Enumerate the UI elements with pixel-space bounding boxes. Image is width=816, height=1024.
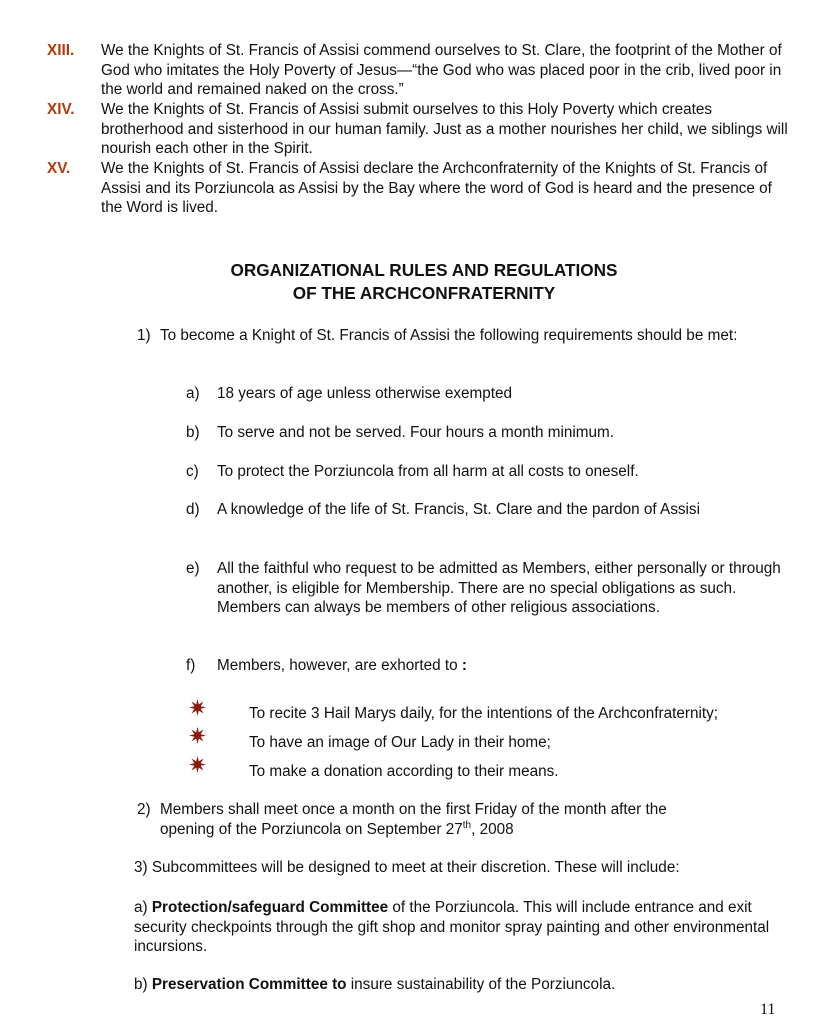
committee-a: [134, 898, 774, 957]
committee-name: Protection/safeguard Committee: [151, 899, 389, 916]
ordinal-suffix: th: [462, 819, 472, 831]
bullet-text: To make a donation according to their means.: [249, 763, 559, 780]
page-number: 11: [760, 1001, 776, 1018]
article-numeral: XIII.: [47, 42, 75, 59]
bullet-text: To recite 3 Hail Marys daily, for the intentions of the Archconfraternity;: [249, 705, 719, 722]
rule-3-text: 3) Subcommittees will be designed to meet at their discretion. These will include:: [134, 859, 680, 876]
rule-2-year: , 2008: [471, 820, 514, 838]
item-colon: :: [461, 657, 467, 674]
item-label: b): [186, 424, 200, 441]
item-label: d): [186, 501, 200, 518]
item-text: All the faithful who request to be admitted as Members, either personally or through another, is eligible for Membership. There are no special obligations as such. Members can always be members of other religious associations.: [217, 560, 781, 616]
section-heading-line1: ORGANIZATIONAL RULES AND REGULATIONS: [230, 260, 618, 280]
eight-point-star-icon: [189, 699, 206, 716]
committee-name: Preservation Committee to: [151, 976, 347, 993]
item-text: 18 years of age unless otherwise exempted: [217, 385, 513, 402]
item-text: A knowledge of the life of St. Francis, St. Clare and the pardon of Assisi: [217, 501, 700, 518]
committee-b: [134, 975, 774, 995]
rule-1-text: To become a Knight of St. Francis of Assisi the following requirements should be met:: [160, 327, 738, 344]
article-text: We the Knights of St. Francis of Assisi submit ourselves to this Holy Poverty which creates brotherhood and sisterhood in our human family. Just as a mother nourishes her child, we siblings will nourish each other in the Spirit.: [101, 101, 788, 157]
item-text: To protect the Porziuncola from all harm at all costs to oneself.: [217, 463, 639, 480]
committee-description: of the Porziuncola. This will include entrance and exit security checkpoints through the gift shop and monitor spray painting and other environmental incursions.: [134, 899, 770, 955]
committee-label: a): [134, 899, 152, 916]
eight-point-star-icon: [189, 756, 206, 773]
article-text: We the Knights of St. Francis of Assisi declare the Archconfraternity of the Knights of St. Francis of Assisi and its Porziuncola as Assisi by the Bay where the word of God is heard and the presence of the Word is lived.: [101, 160, 772, 216]
article-text: We the Knights of St. Francis of Assisi commend ourselves to St. Clare, the footprint of the Mother of God who imitates the Holy Poverty of Jesus—“the God who was placed poor in the crib, lived poor in the world and remained naked on the cross.”: [101, 42, 782, 98]
bullet-text: To have an image of Our Lady in their home;: [249, 734, 551, 751]
committee-description: insure sustainability of the Porziuncola.: [346, 976, 616, 993]
committee-label: b): [134, 976, 152, 993]
rule-number: 2): [137, 801, 151, 818]
item-label: e): [186, 560, 200, 577]
item-text: To serve and not be served. Four hours a month minimum.: [217, 424, 615, 441]
article-numeral: XV.: [47, 160, 71, 177]
item-text: [217, 656, 467, 676]
item-text-body: Members, however, are exhorted to: [217, 657, 458, 674]
eight-point-star-icon: [189, 727, 206, 744]
rule-2-text: [160, 800, 780, 839]
rule-2-line2: opening of the Porziuncola on September 27: [160, 820, 463, 838]
section-heading-line2: OF THE ARCHCONFRATERNITY: [292, 283, 556, 303]
article-numeral: XIV.: [47, 101, 75, 118]
item-label: c): [186, 463, 199, 480]
rule-number: 1): [137, 327, 151, 344]
item-label: a): [186, 385, 200, 402]
item-label: f): [186, 657, 196, 674]
rule-2-line1: Members shall meet once a month on the first Friday of the month after the: [160, 801, 667, 818]
